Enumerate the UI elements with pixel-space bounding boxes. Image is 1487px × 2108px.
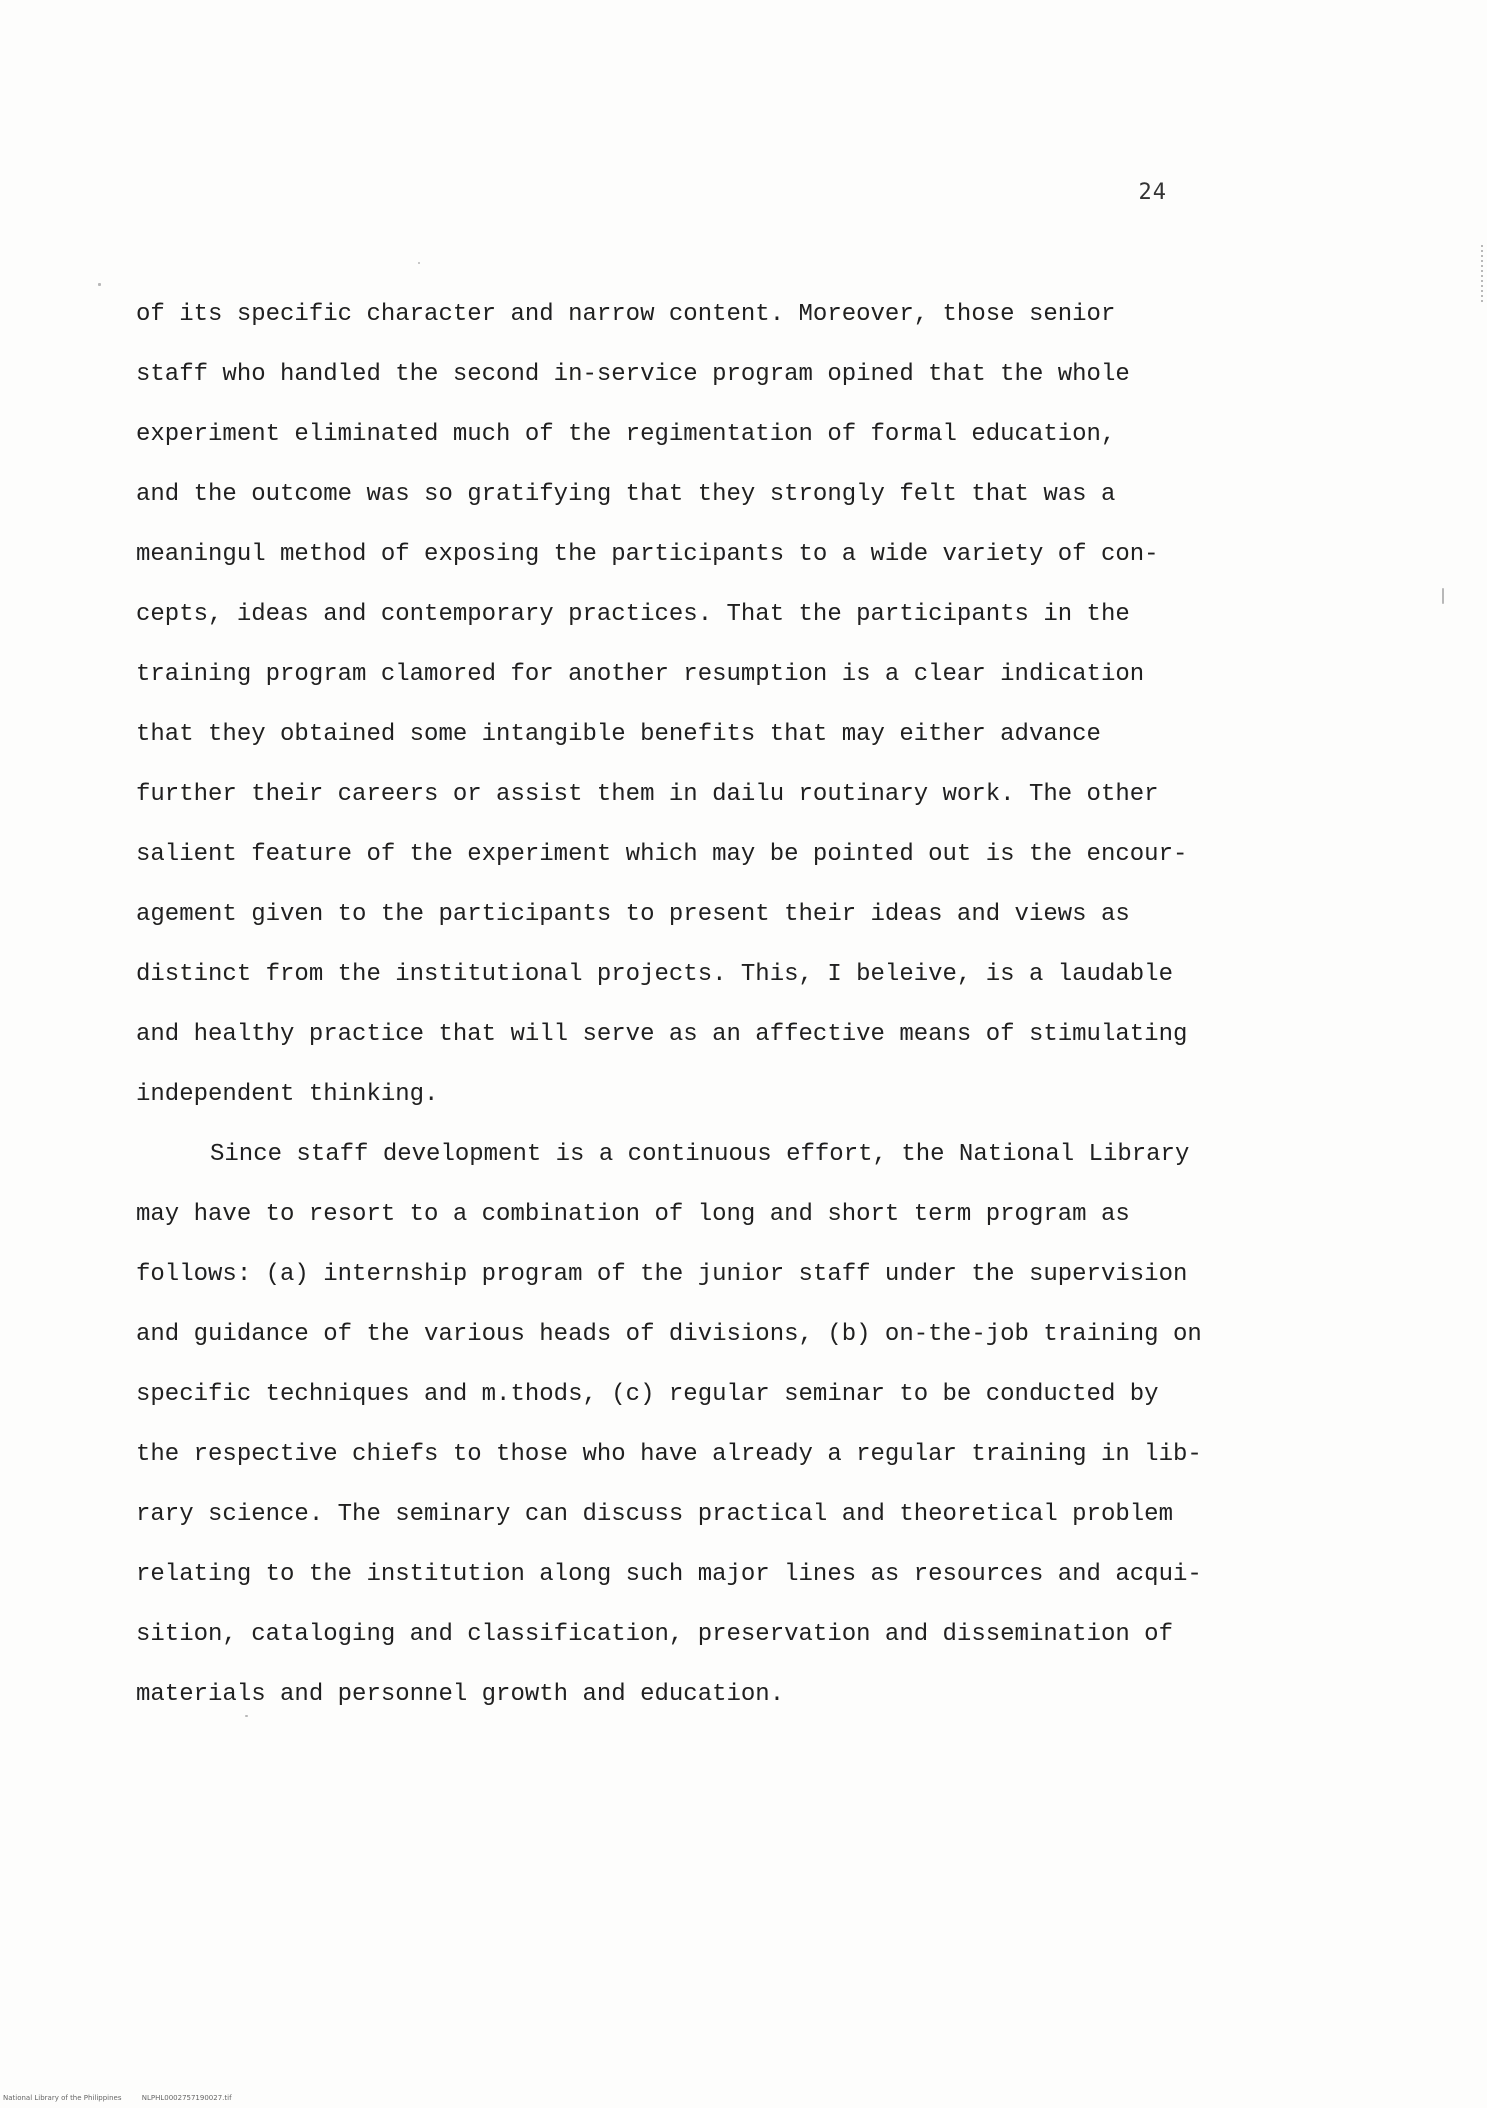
text-line: cepts, ideas and contemporary practices. That the participants in the — [136, 601, 1130, 628]
scan-speckle — [98, 283, 101, 286]
text-line: may have to resort to a combination of long and short term program as — [136, 1201, 1130, 1228]
text-line: specific techniques and m.thods, (c) regular seminar to be conducted by — [136, 1381, 1159, 1408]
text-line: agement given to the participants to present their ideas and views as — [136, 901, 1130, 928]
text-line: follows: (a) internship program of the junior staff under the supervision — [136, 1261, 1188, 1288]
text-line: and the outcome was so gratifying that they strongly felt that was a — [136, 481, 1116, 508]
footer-file-id: NLPHL0002757190027.tif — [141, 2094, 232, 2102]
body-text — [136, 285, 1246, 1725]
scan-edge-mark — [1481, 245, 1483, 305]
text-line: and guidance of the various heads of divisions, (b) on-the-job training on — [136, 1321, 1202, 1348]
footer-institution: National Library of the Philippines — [3, 2094, 122, 2102]
text-line: experiment eliminated much of the regimentation of formal education, — [136, 421, 1116, 448]
page-number: 24 — [1138, 180, 1167, 205]
scan-speckle — [418, 262, 420, 264]
text-line: further their careers or assist them in dailu routinary work. The other — [136, 781, 1159, 808]
text-line: materials and personnel growth and education. — [136, 1681, 785, 1708]
text-line: sition, cataloging and classification, preservation and dissemination of — [136, 1621, 1173, 1648]
text-line: relating to the institution along such major lines as resources and acqui- — [136, 1561, 1202, 1588]
text-line: Since staff development is a continuous effort, the National Library — [210, 1141, 1190, 1168]
text-line: staff who handled the second in-service program opined that the whole — [136, 361, 1130, 388]
scan-footer — [3, 2094, 232, 2102]
text-line: distinct from the institutional projects. This, I beleive, is a laudable — [136, 961, 1173, 988]
scan-speckle — [245, 1715, 248, 1717]
text-line: that they obtained some intangible benefits that may either advance — [136, 721, 1101, 748]
text-line: salient feature of the experiment which may be pointed out is the encour- — [136, 841, 1188, 868]
text-line: meaningul method of exposing the participants to a wide variety of con- — [136, 541, 1159, 568]
text-line: of its specific character and narrow content. Moreover, those senior — [136, 301, 1116, 328]
scan-speckle — [1442, 588, 1444, 604]
paragraph-2 — [136, 1125, 1246, 1725]
text-line: independent thinking. — [136, 1081, 439, 1108]
text-line: training program clamored for another resumption is a clear indication — [136, 661, 1145, 688]
paragraph-1 — [136, 285, 1246, 1125]
text-line: rary science. The seminary can discuss practical and theoretical problem — [136, 1501, 1173, 1528]
text-line: the respective chiefs to those who have already a regular training in lib- — [136, 1441, 1202, 1468]
text-line: and healthy practice that will serve as an affective means of stimulating — [136, 1021, 1188, 1048]
